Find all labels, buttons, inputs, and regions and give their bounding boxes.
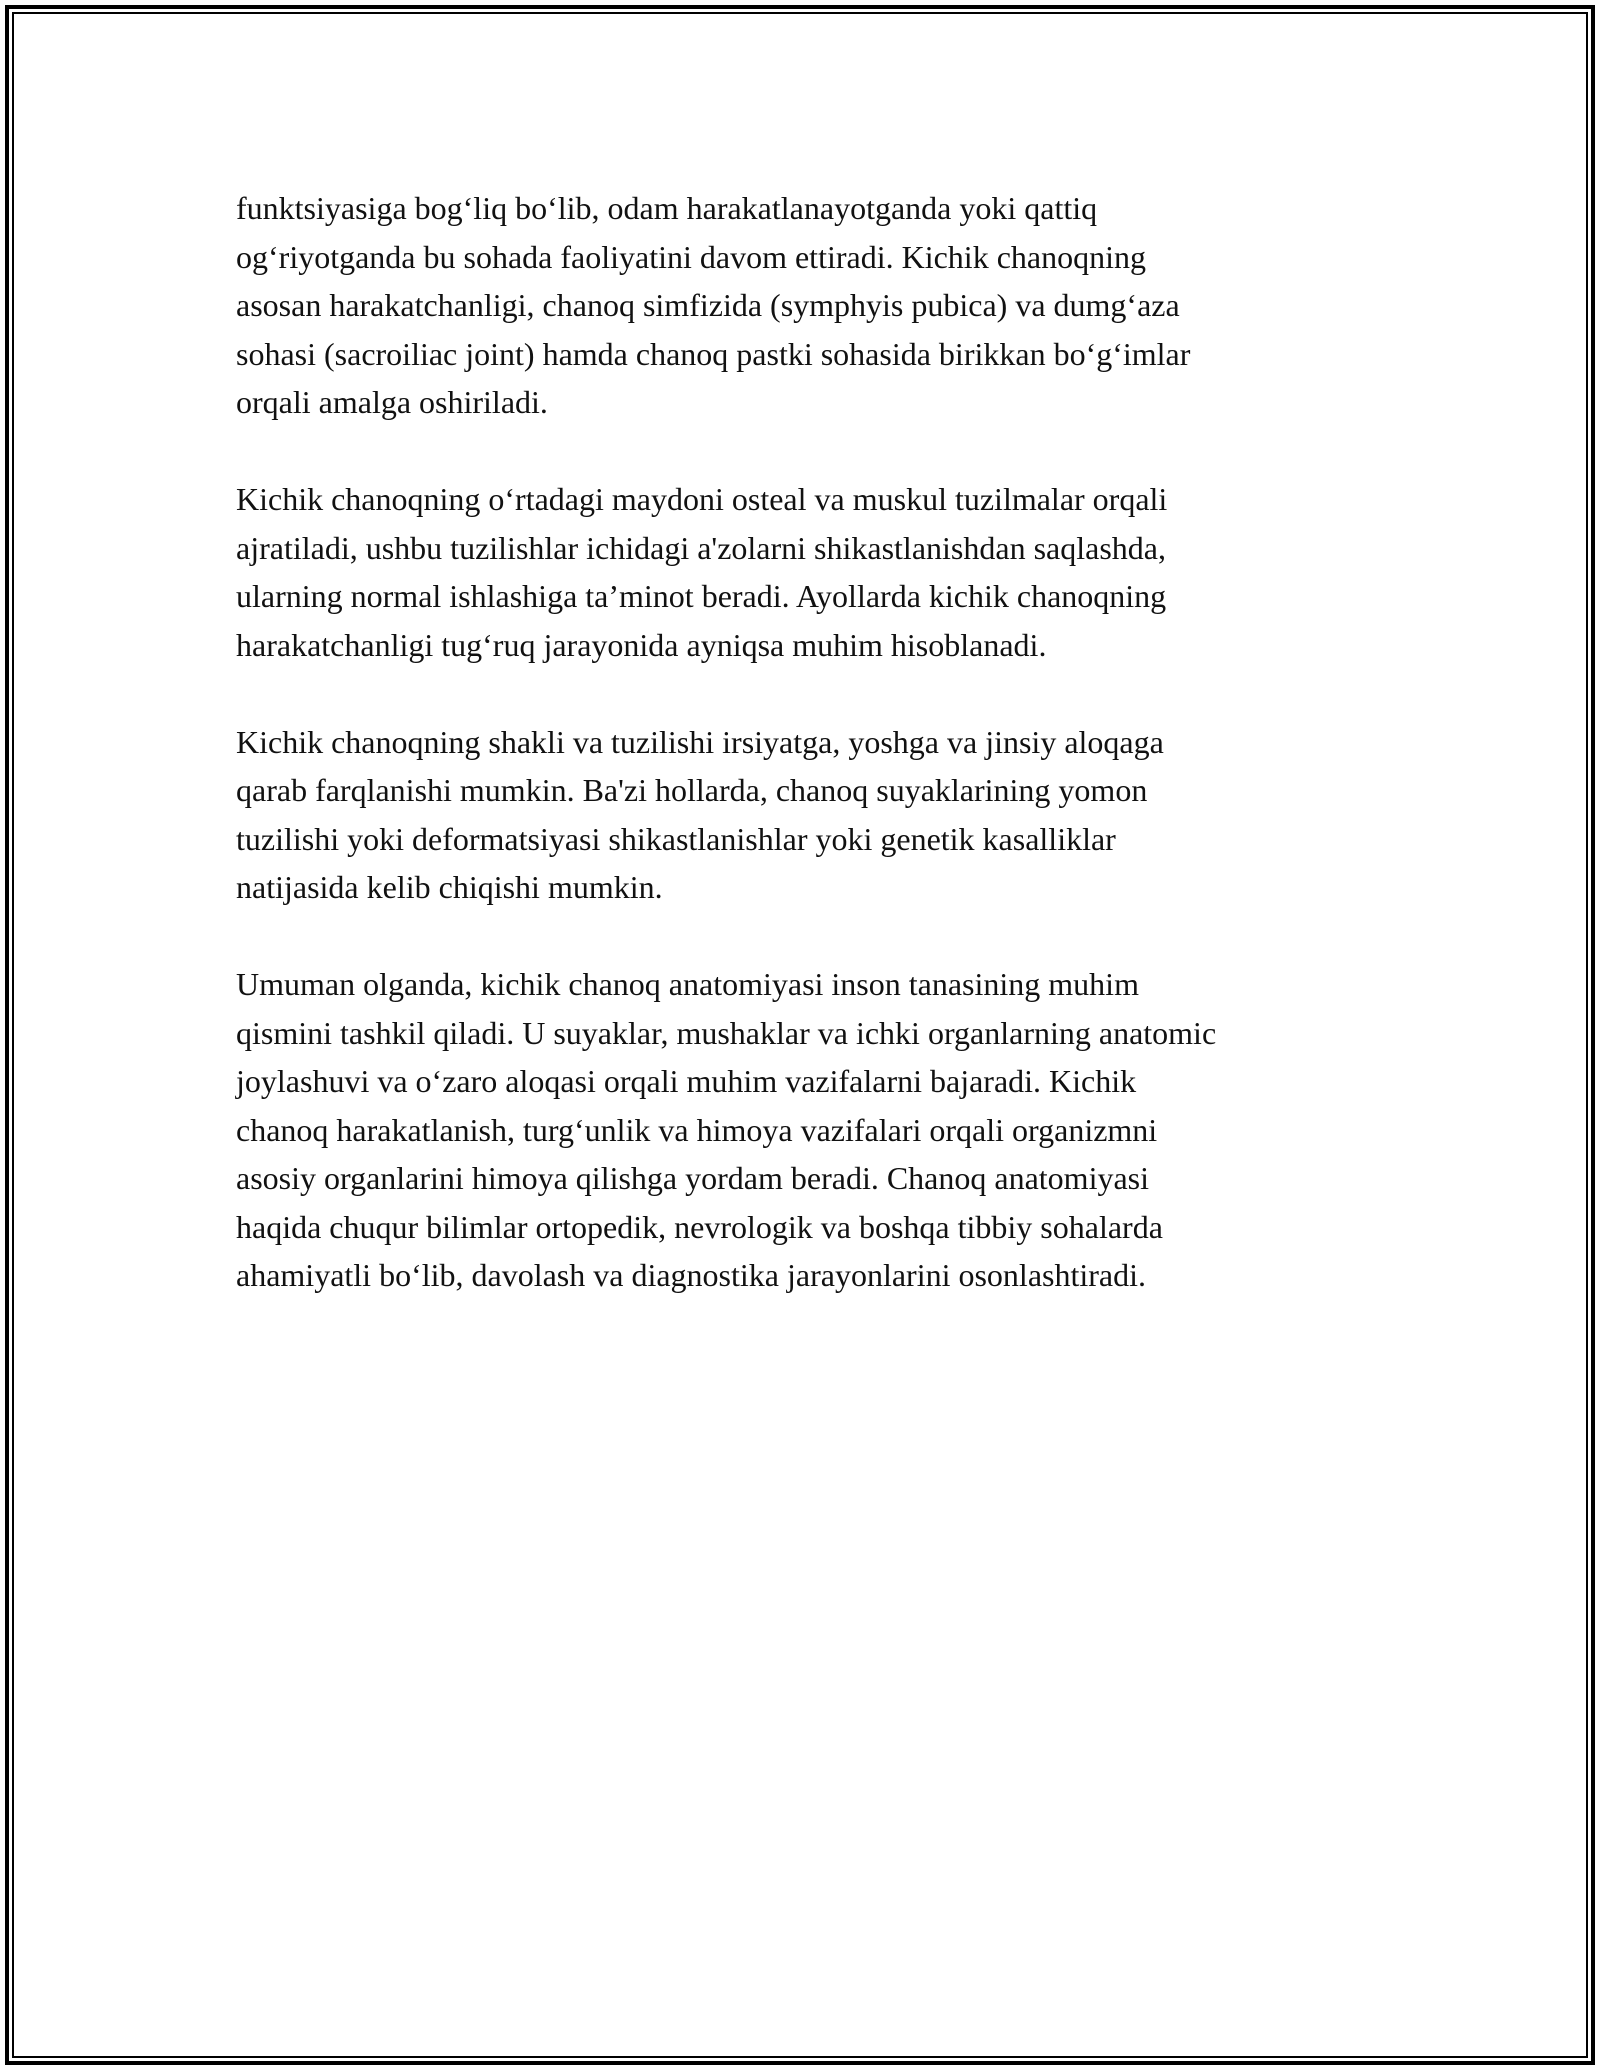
text-line: Kichik chanoqning shakli va tuzilishi irsiyatga, yoshga va jinsiy aloqaga xyxy=(236,723,1164,760)
text-line: tuzilishi yoki deformatsiyasi shikastlanishlar yoki genetik kasalliklar xyxy=(236,820,1116,857)
paragraph-2 xyxy=(236,475,1386,669)
text-line: chanoq harakatlanish, turg‘unlik va himoya vazifalari orqali organizmni xyxy=(236,1111,1158,1148)
text-line: natijasida kelib chiqishi mumkin. xyxy=(236,869,663,905)
text-line: qarab farqlanishi mumkin. Ba'zi hollarda, chanoq suyaklarining yomon xyxy=(236,772,1148,808)
document-body xyxy=(236,184,1386,1348)
text-line: asosan harakatchanligi, chanoq simfizida (symphyis pubica) va dumg‘aza xyxy=(236,287,1180,323)
text-line: og‘riyotganda bu sohada faoliyatini davom ettiradi. Kichik chanoqning xyxy=(236,238,1146,275)
text-line: Kichik chanoqning o‘rtadagi maydoni osteal va muskul tuzilmalar orqali xyxy=(236,481,1168,517)
paragraph-4 xyxy=(236,960,1386,1300)
text-line: ahamiyatli bo‘lib, davolash va diagnostika jarayonlarini osonlashtiradi. xyxy=(236,1257,1146,1293)
text-line: ularning normal ishlashiga ta’minot beradi. Ayollarda kichik chanoqning xyxy=(236,578,1167,614)
text-line: joylashuvi va o‘zaro aloqasi orqali muhim vazifalarni bajaradi. Kichik xyxy=(236,1063,1137,1099)
paragraph-3 xyxy=(236,718,1386,912)
text-line: haqida chuqur bilimlar ortopedik, nevrologik va boshqa tibbiy sohalarda xyxy=(236,1208,1163,1245)
text-line: harakatchanligi tug‘ruq jarayonida ayniqsa muhim hisoblanadi. xyxy=(236,626,1047,663)
text-line: ajratiladi, ushbu tuzilishlar ichidagi a'zolarni shikastlanishdan saqlashda, xyxy=(236,529,1166,566)
text-line: asosiy organlarini himoya qilishga yordam beradi. Chanoq anatomiyasi xyxy=(236,1160,1149,1196)
text-line: qismini tashkil qiladi. U suyaklar, mushaklar va ichki organlarning anatomic xyxy=(236,1014,1217,1051)
text-line: orqali amalga oshiriladi. xyxy=(236,384,548,420)
text-line: sohasi (sacroiliac joint) hamda chanoq pastki sohasida birikkan bo‘g‘imlar xyxy=(236,335,1191,372)
paragraph-1 xyxy=(236,184,1386,427)
text-line: Umuman olganda, kichik chanoq anatomiyasi inson tanasining muhim xyxy=(236,966,1139,1002)
text-line: funktsiyasiga bog‘liq bo‘lib, odam harakatlanayotganda yoki qattiq xyxy=(236,190,1098,226)
